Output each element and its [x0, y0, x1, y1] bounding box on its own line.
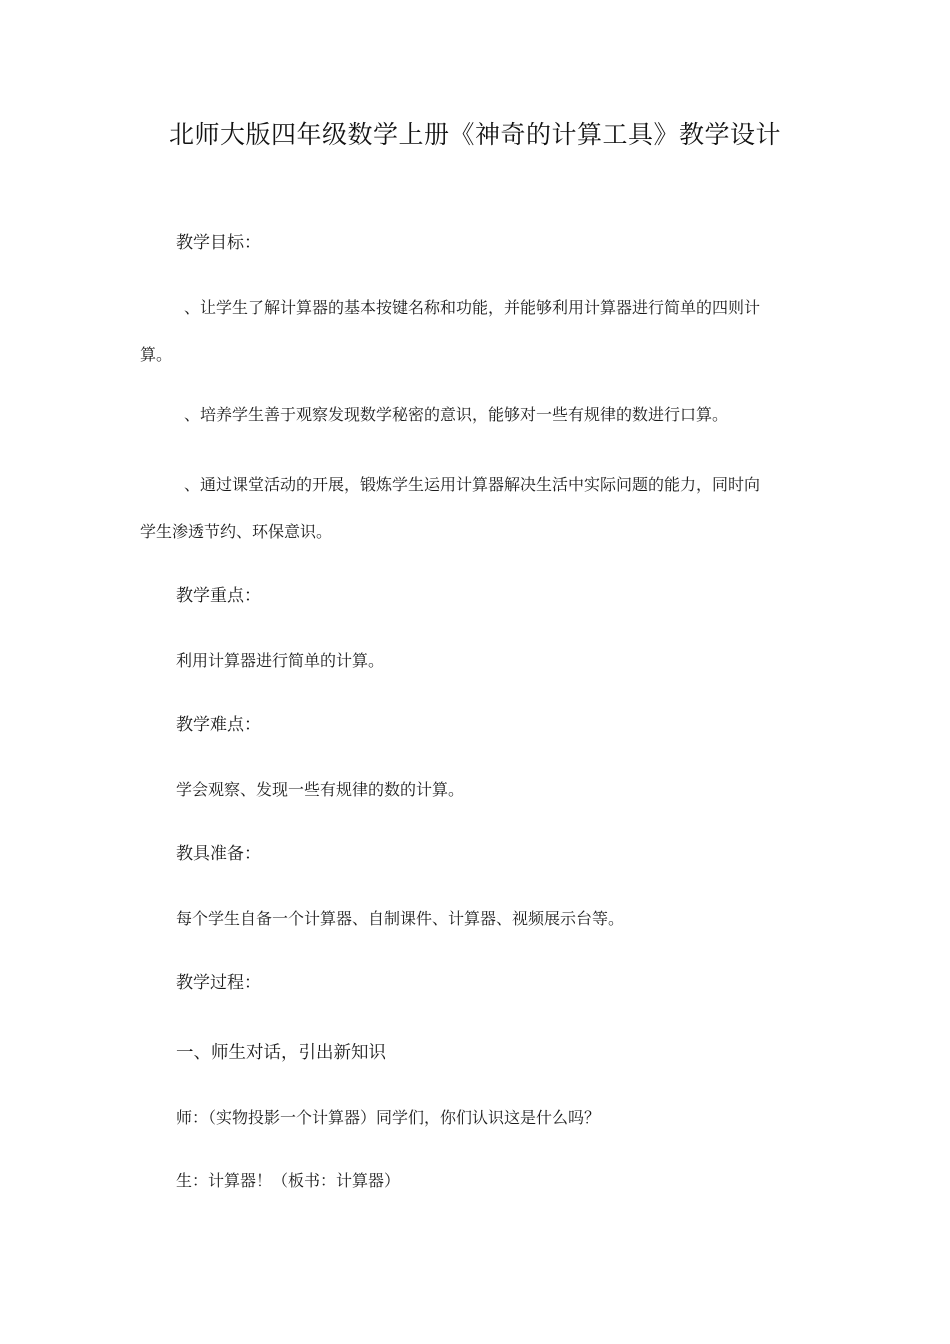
goal-item-3-line-2: 学生渗透节约、环保意识。 — [140, 522, 333, 541]
goal-item-1-line-1: 、让学生了解计算器的基本按键名称和功能，并能够利用计算器进行简单的四则计 — [184, 298, 761, 317]
tools-heading: 教具准备： — [176, 844, 261, 864]
goals-heading: 教学目标： — [176, 233, 261, 253]
goal-item-3-line-1: 、通过课堂活动的开展，锻炼学生运用计算器解决生活中实际问题的能力，同时向 — [184, 475, 761, 494]
difficulty-heading: 教学难点： — [176, 715, 261, 735]
key-point-text: 利用计算器进行简单的计算。 — [176, 651, 385, 670]
goal-item-2: 、培养学生善于观察发现数学秘密的意识，能够对一些有规律的数进行口算。 — [184, 405, 729, 424]
document-title: 北师大版四年级数学上册《神奇的计算工具》教学设计 — [168, 120, 781, 149]
student-dialogue-line: 生：计算器！（板书：计算器） — [176, 1171, 401, 1190]
key-point-heading: 教学重点： — [176, 586, 261, 606]
goal-item-1-line-2: 算。 — [140, 345, 173, 364]
process-heading: 教学过程： — [176, 973, 261, 993]
tools-text: 每个学生自备一个计算器、自制课件、计算器、视频展示台等。 — [176, 909, 625, 928]
teacher-dialogue-line: 师：（实物投影一个计算器）同学们，你们认识这是什么吗？ — [176, 1108, 601, 1127]
process-section-1-heading: 一、师生对话，引出新知识 — [176, 1043, 386, 1063]
difficulty-text: 学会观察、发现一些有规律的数的计算。 — [176, 780, 465, 799]
